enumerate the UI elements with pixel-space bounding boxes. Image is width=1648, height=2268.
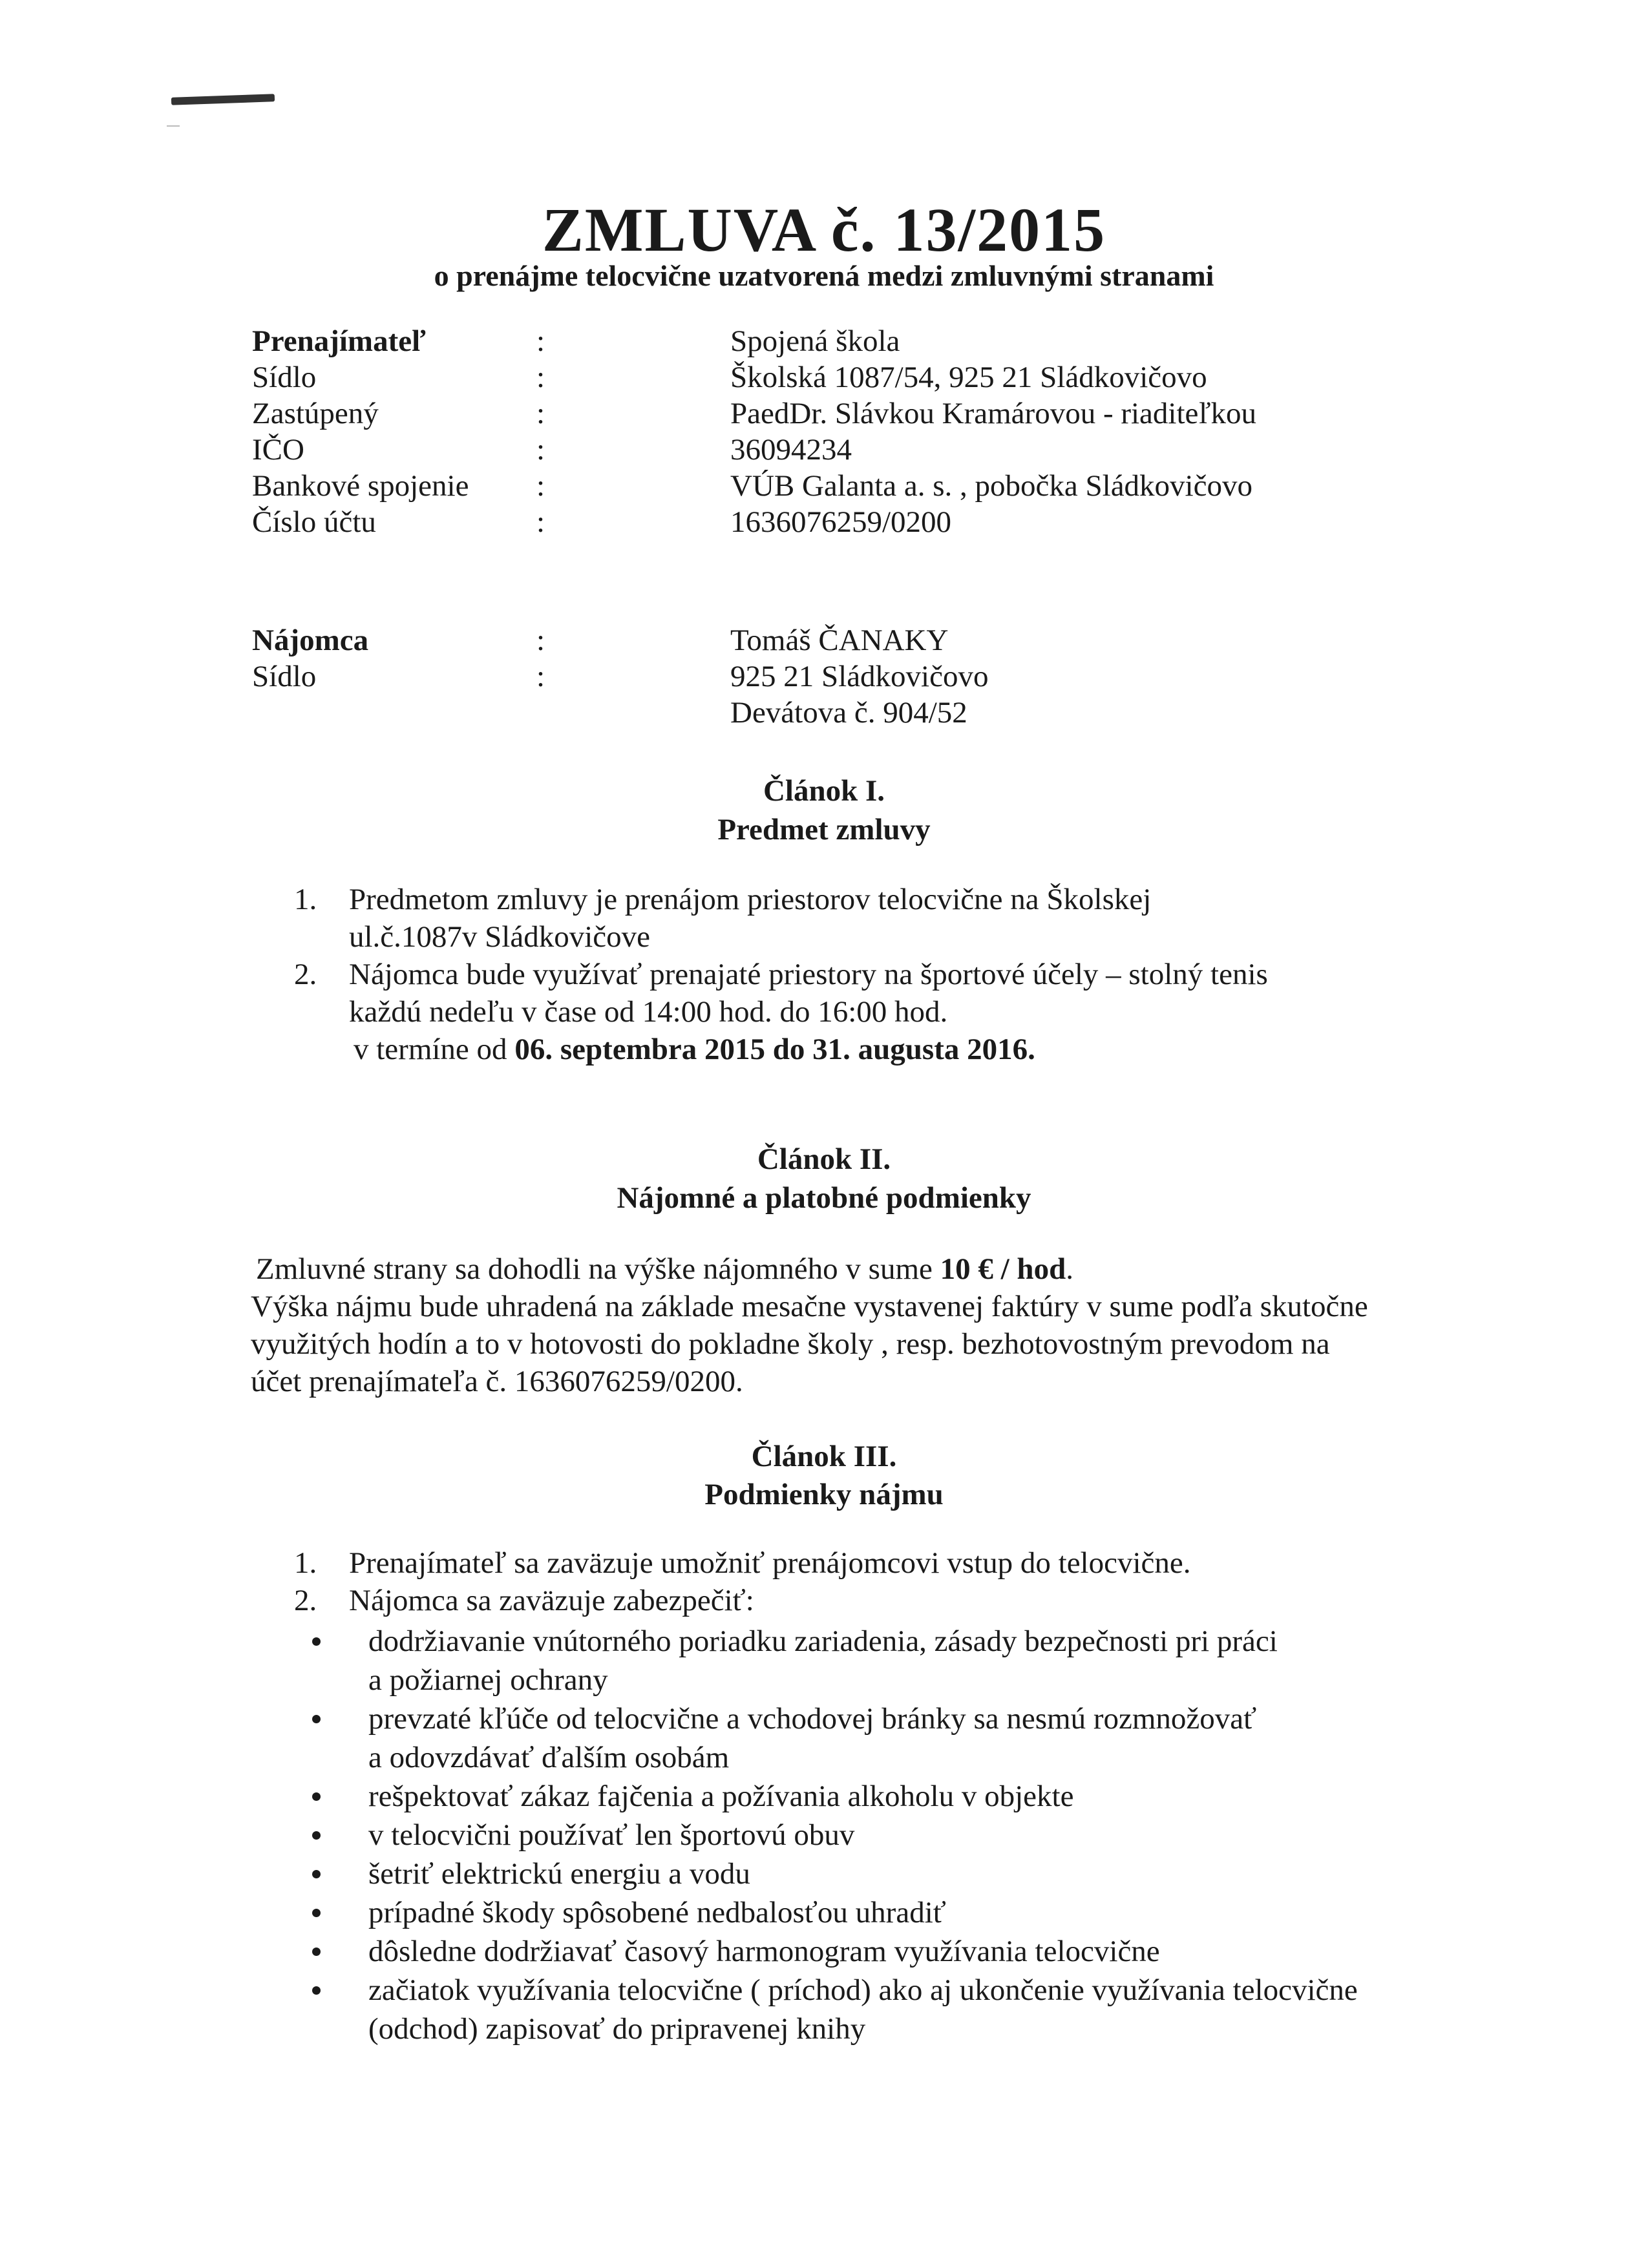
term-prefix: v termíne od: [354, 1033, 515, 1066]
article-2-body: [251, 1250, 1543, 1400]
rent-amount-line: [251, 1250, 1543, 1288]
row-label: Prenajímateľ: [252, 324, 427, 358]
row-value: 925 21 Sládkovičovo: [730, 660, 989, 693]
row-label: IČO: [252, 433, 304, 467]
payment-line: Výška nájmu bude uhradená na základe mesačne vystavenej faktúry v sume podľa skutočne: [251, 1290, 1368, 1323]
article-1-item-2: [294, 956, 1522, 1031]
row-colon: :: [536, 324, 545, 358]
article-1-body: [294, 881, 1522, 1068]
item-line: Nájomca bude využívať prenajaté priestory na športové účely – stolný tenis: [349, 958, 1268, 991]
row-value: Spojená škola: [730, 324, 900, 358]
row-colon: [536, 695, 730, 731]
item-line: každú nedeľu v čase od 14:00 hod. do 16:00 hod.: [349, 995, 948, 1029]
list-item: [301, 1699, 1561, 1777]
row-value: Školská 1087/54, 925 21 Sládkovičovo: [730, 361, 1207, 394]
bullet-line: začiatok využívania telocvične ( príchod) ako aj ukončenie využívania telocvične: [368, 1973, 1358, 2007]
list-item: [301, 1854, 1561, 1893]
article-3-item-2: [294, 1582, 1522, 1619]
row-label: Nájomca: [252, 624, 369, 657]
tenant-row: [252, 622, 1415, 658]
landlord-row: [252, 504, 1415, 540]
article-1-heading: Predmet zmluvy: [717, 813, 931, 846]
row-value: VÚB Galanta a. s. , pobočka Sládkovičovo: [730, 469, 1252, 503]
document-title: ZMLUVA č. 13/2015: [542, 195, 1106, 264]
bullet-line: prevzaté kľúče od telocvične a vchodovej bránky sa nesmú rozmnožovať: [368, 1702, 1257, 1736]
row-label: Zastúpený: [252, 397, 379, 430]
article-1-item-1: [294, 881, 1522, 956]
item-line: Predmetom zmluvy je prenájom priestorov telocvične na Školskej: [349, 883, 1152, 916]
tenant-row: [252, 695, 1415, 731]
bullet-line: dôsledne dodržiavať časový harmonogram využívania telocvične: [368, 1935, 1160, 1968]
scan-speck: [167, 125, 180, 127]
rent-suffix: .: [1066, 1252, 1073, 1286]
bullet-line: a požiarnej ochrany: [368, 1663, 608, 1697]
bullet-line: (odchod) zapisovať do pripravenej knihy: [368, 2012, 866, 2046]
payment-line: účet prenajímateľa č. 1636076259/0200.: [251, 1365, 743, 1398]
rent-prefix: Zmluvné strany sa dohodli na výške nájomného v sume: [256, 1252, 940, 1286]
landlord-row: [252, 468, 1415, 504]
bullet-line: v telocvični používať len športovú obuv: [368, 1818, 855, 1852]
article-1-number: Článok I.: [763, 774, 885, 808]
obligations-list: [301, 1622, 1561, 2048]
article-2-heading: Nájomné a platobné podmienky: [617, 1181, 1031, 1215]
item-number: 2.: [294, 958, 317, 991]
bullet-line: a odovzdávať ďalším osobám: [368, 1741, 730, 1774]
bullet-line: prípadné škody spôsobené nedbalosťou uhradiť: [368, 1896, 946, 1929]
row-colon: :: [536, 469, 545, 503]
rent-amount: 10 € / hod: [940, 1252, 1066, 1286]
document-subtitle: o prenájme telocvične uzatvorená medzi zmluvnými stranami: [434, 259, 1214, 292]
article-3-number: Článok III.: [751, 1440, 897, 1473]
payment-line: využitých hodín a to v hotovosti do pokladne školy , resp. bezhotovostným prevodom na: [251, 1327, 1330, 1361]
row-colon: :: [536, 397, 545, 430]
item-number: 2.: [294, 1584, 317, 1617]
term-dates: 06. septembra 2015 do 31. augusta 2016.: [514, 1033, 1035, 1066]
bullet-line: šetriť elektrickú energiu a vodu: [368, 1857, 750, 1891]
landlord-block: [252, 323, 1415, 540]
row-colon: :: [536, 660, 545, 693]
item-text: Prenajímateľ sa zaväzuje umožniť prenájomcovi vstup do telocvične.: [349, 1546, 1191, 1580]
row-label: Sídlo: [252, 660, 317, 693]
article-3-body: [294, 1544, 1522, 1619]
scan-mark: [171, 94, 275, 105]
row-value: 1636076259/0200: [730, 505, 952, 539]
list-item: [301, 1777, 1561, 1816]
row-label: [252, 695, 536, 731]
landlord-row: [252, 395, 1415, 432]
list-item: [301, 1893, 1561, 1932]
landlord-row: [252, 359, 1415, 395]
article-3-item-1: [294, 1544, 1522, 1582]
row-value: Devátova č. 904/52: [730, 696, 967, 730]
item-number: 1.: [294, 1546, 317, 1580]
bullet-line: dodržiavanie vnútorného poriadku zariadenia, zásady bezpečnosti pri práci: [368, 1624, 1278, 1658]
landlord-row: [252, 432, 1415, 468]
row-value: 36094234: [730, 433, 852, 467]
row-label: Číslo účtu: [252, 505, 376, 539]
tenant-block: [252, 622, 1415, 731]
row-label: Bankové spojenie: [252, 469, 469, 503]
tenant-row: [252, 658, 1415, 695]
row-colon: :: [536, 624, 545, 657]
item-number: 1.: [294, 883, 317, 916]
item-text: Nájomca sa zaväzuje zabezpečiť:: [349, 1584, 754, 1617]
item-line: ul.č.1087v Sládkovičove: [349, 920, 651, 954]
row-colon: :: [536, 361, 545, 394]
list-item: [301, 1622, 1561, 1699]
list-item: [301, 1816, 1561, 1854]
row-value: Tomáš ČANAKY: [730, 624, 949, 657]
article-2-number: Článok II.: [757, 1142, 891, 1176]
row-colon: :: [536, 505, 545, 539]
bullet-line: rešpektovať zákaz fajčenia a požívania alkoholu v objekte: [368, 1780, 1074, 1813]
row-label: Sídlo: [252, 361, 317, 394]
landlord-row: [252, 323, 1415, 359]
list-item: [301, 1932, 1561, 1971]
article-3-heading: Podmienky nájmu: [704, 1478, 944, 1511]
list-item: [301, 1971, 1561, 2048]
row-value: PaedDr. Slávkou Kramárovou - riaditeľkou: [730, 397, 1256, 430]
row-colon: :: [536, 433, 545, 467]
rental-term: [294, 1031, 1522, 1068]
